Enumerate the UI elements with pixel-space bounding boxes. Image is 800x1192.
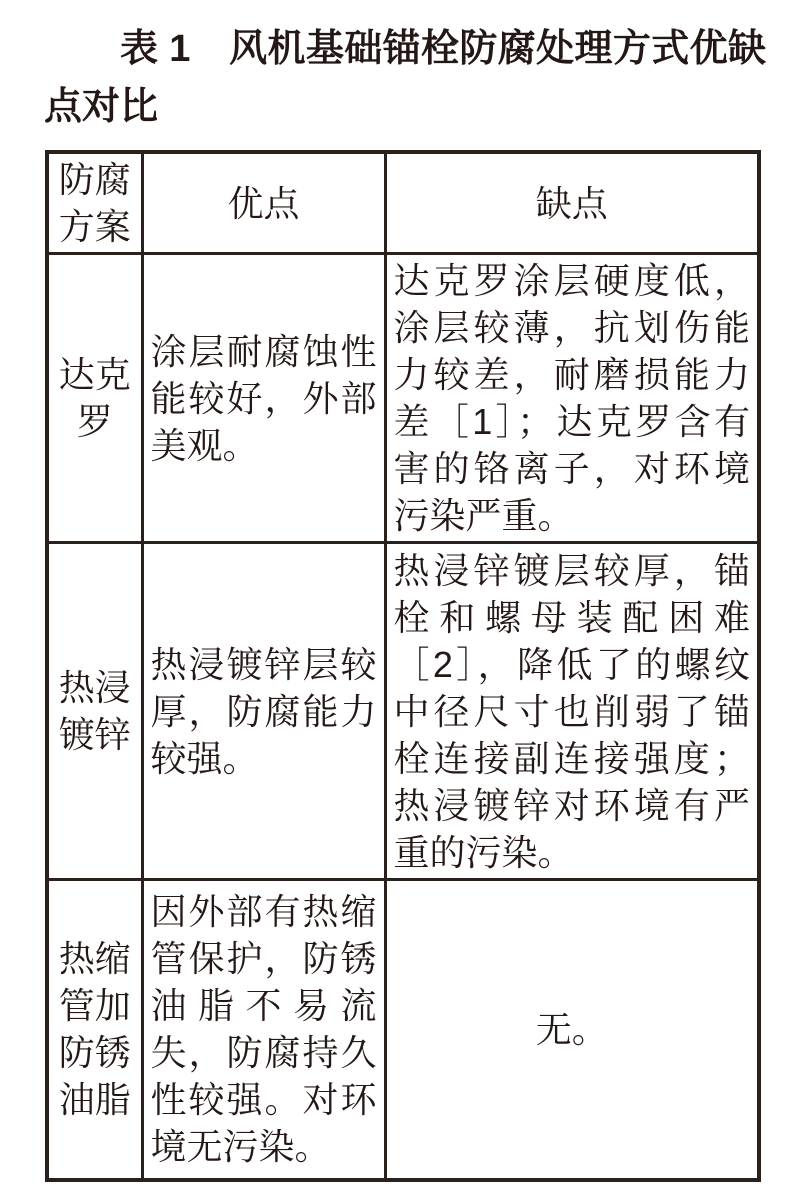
disadvantages-cell: 无。 bbox=[385, 880, 759, 1180]
header-advantages: 优点 bbox=[142, 152, 385, 254]
header-disadvantages: 缺点 bbox=[385, 152, 759, 254]
table-row bbox=[47, 543, 759, 880]
header-row bbox=[47, 152, 759, 254]
disadvantages-cell: 热浸锌镀层较厚，锚栓和螺母装配困难［2］，降低了的螺纹中径尺寸也削弱了锚栓连接副连接强度；热浸镀锌对环境有严重的污染。 bbox=[385, 543, 759, 880]
table-row bbox=[47, 880, 759, 1180]
disadvantages-cell: 达克罗涂层硬度低，涂层较薄，抗划伤能力较差，耐磨损能力差［1］；达克罗含有害的铬离子，对环境污染严重。 bbox=[385, 254, 759, 543]
header-scheme: 防腐方案 bbox=[47, 152, 142, 254]
advantages-cell: 因外部有热缩管保护，防锈油脂不易流失，防腐持久性较强。对环境无污染。 bbox=[142, 880, 385, 1180]
comparison-table bbox=[45, 150, 761, 1182]
table-caption: 表 1 风机基础锚栓防腐处理方式优缺点对比 bbox=[44, 28, 766, 128]
scheme-cell: 热缩管加防锈油脂 bbox=[47, 880, 142, 1180]
advantages-cell: 热浸镀锌层较厚，防腐能力较强。 bbox=[142, 543, 385, 880]
table-row bbox=[47, 254, 759, 543]
scheme-cell: 热浸镀锌 bbox=[47, 543, 142, 880]
scheme-cell: 达克罗 bbox=[47, 254, 142, 543]
advantages-cell: 涂层耐腐蚀性能较好，外部美观。 bbox=[142, 254, 385, 543]
